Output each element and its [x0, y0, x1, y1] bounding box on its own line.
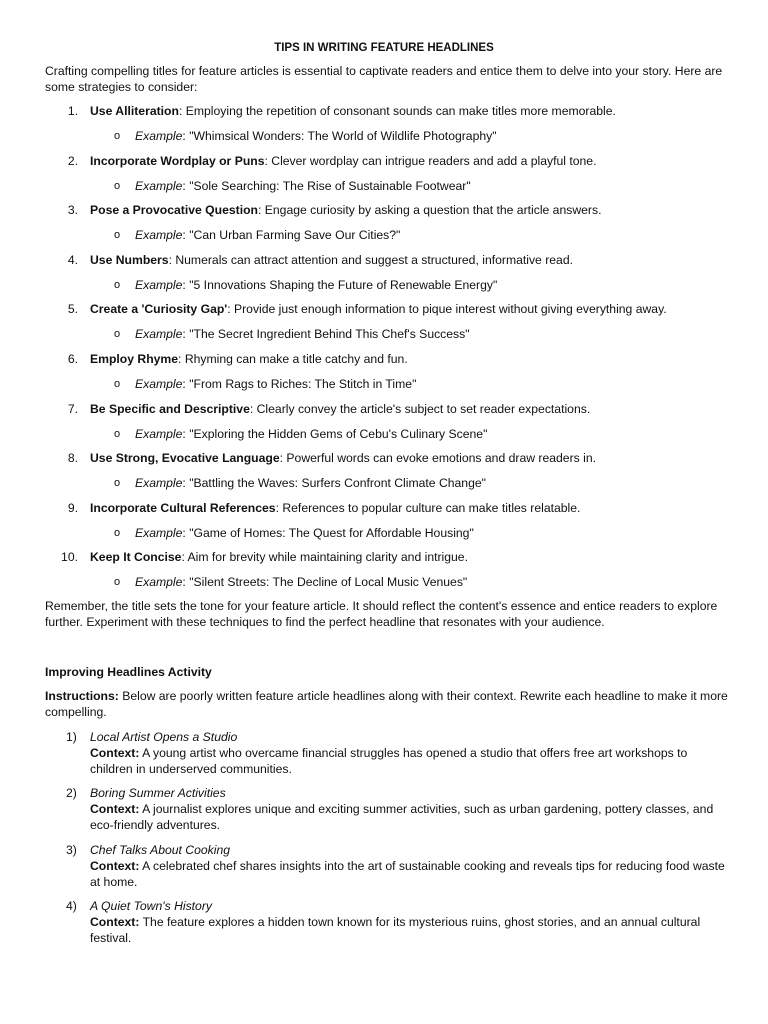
strategy-text	[90, 549, 468, 565]
strategy-description: : Rhyming can make a title catchy and fun.	[178, 351, 408, 366]
page-title: TIPS IN WRITING FEATURE HEADLINES	[274, 42, 494, 54]
example-label: Example	[135, 277, 183, 292]
activity-context	[90, 914, 730, 946]
strategy-description: : Provide just enough information to pique interest without giving everything away.	[227, 302, 667, 317]
strategy-example	[135, 227, 400, 243]
example-text: : "Exploring the Hidden Gems of Cebu's Culinary Scene"	[182, 426, 488, 441]
strategy-item	[0, 450, 768, 500]
strategy-text	[90, 401, 590, 417]
strategy-description: : Clever wordplay can intrigue readers and add a playful tone.	[264, 153, 597, 168]
closing-paragraph: Remember, the title sets the tone for your feature article. It should reflect the content's essence and entice readers to explore further. Experiment with these techniques to find the perfect headline that resonates with your audience.	[45, 599, 718, 629]
example-text: : "The Secret Ingredient Behind This Chef's Success"	[182, 327, 470, 342]
context-text: A young artist who overcame financial struggles has opened a studio that offers free art workshops to children in underserved communities.	[90, 746, 688, 776]
strategy-example	[135, 426, 487, 442]
strategy-item	[0, 500, 768, 550]
bullet-marker: o	[114, 328, 121, 341]
strategy-description: : Engage curiosity by asking a question that the article answers.	[257, 203, 602, 218]
bullet-marker: o	[114, 526, 121, 539]
example-label: Example	[135, 575, 183, 590]
activity-number: 4)	[66, 898, 77, 913]
strategy-text	[90, 202, 601, 218]
example-text: : "Battling the Waves: Surfers Confront Climate Change"	[182, 476, 486, 491]
activity-headline: Chef Talks About Cooking	[90, 842, 231, 857]
strategy-number: 7.	[67, 401, 78, 416]
strategy-name: Pose a Provocative Question	[90, 203, 258, 218]
context-label: Context:	[90, 746, 140, 760]
strategy-text	[90, 153, 596, 169]
context-text: A celebrated chef shares insights into the art of sustainable cooking and reveals tips for reducing food waste at home.	[90, 858, 725, 889]
strategy-number: 6.	[67, 351, 78, 366]
strategy-item	[0, 351, 768, 401]
bullet-marker: o	[114, 179, 121, 192]
strategy-number: 5.	[67, 302, 78, 317]
activity-item	[0, 898, 768, 954]
activity-title: Improving Headlines Activity	[45, 665, 212, 679]
strategy-number: 3.	[67, 203, 78, 218]
strategy-text	[90, 252, 573, 268]
strategy-description: : Employing the repetition of consonant sounds can make titles more memorable.	[178, 104, 616, 118]
strategy-item	[0, 549, 768, 599]
activity-headline: Local Artist Opens a Studio	[90, 730, 238, 744]
activity-number: 2)	[66, 786, 77, 801]
strategy-item	[0, 103, 768, 153]
context-text: A journalist explores unique and exciting summer activities, such as urban gardening, pottery classes, and eco-friendly adventures.	[90, 802, 714, 833]
example-label: Example	[135, 525, 183, 540]
bullet-marker: o	[114, 130, 121, 142]
strategy-description: : Powerful words can evoke emotions and draw readers in.	[279, 451, 596, 466]
strategy-example	[135, 525, 474, 541]
bullet-marker: o	[114, 377, 121, 390]
strategy-name: Incorporate Cultural References	[90, 500, 276, 515]
strategy-text	[90, 351, 408, 367]
strategy-description: : Aim for brevity while maintaining clarity and intrigue.	[181, 550, 468, 565]
bullet-marker: o	[114, 427, 121, 440]
example-text: : "Game of Homes: The Quest for Affordable Housing"	[182, 525, 474, 540]
example-text: : "5 Innovations Shaping the Future of Renewable Energy"	[182, 277, 498, 292]
activity-item	[0, 842, 768, 898]
strategy-text	[90, 301, 667, 317]
strategy-name: Use Alliteration	[90, 104, 179, 118]
strategy-number: 8.	[67, 451, 78, 466]
context-label: Context:	[90, 802, 140, 817]
strategy-name: Employ Rhyme	[90, 351, 179, 366]
strategy-list	[0, 103, 768, 599]
strategy-name: Keep It Concise	[90, 550, 182, 565]
strategy-number: 9.	[67, 500, 78, 515]
strategy-text	[90, 500, 580, 516]
strategy-name: Use Numbers	[90, 252, 169, 267]
activity-headline: Boring Summer Activities	[90, 786, 226, 801]
example-text: : "Silent Streets: The Decline of Local Music Venues"	[182, 575, 468, 590]
activity-headline: A Quiet Town's History	[90, 898, 212, 913]
strategy-name: Incorporate Wordplay or Puns	[90, 153, 265, 168]
strategy-text	[90, 103, 616, 119]
activity-item	[0, 785, 768, 841]
activity-instructions	[45, 688, 735, 720]
strategy-example	[135, 178, 471, 194]
strategy-item	[0, 153, 768, 203]
example-text: : "Sole Searching: The Rise of Sustainable Footwear"	[182, 178, 471, 193]
activity-context	[90, 858, 730, 890]
strategy-name: Create a 'Curiosity Gap'	[90, 302, 228, 317]
example-text: : "Whimsical Wonders: The World of Wildlife Photography"	[182, 129, 497, 143]
strategy-name: Use Strong, Evocative Language	[90, 451, 280, 466]
example-label: Example	[135, 129, 183, 143]
example-text: : "From Rags to Riches: The Stitch in Time"	[182, 376, 417, 391]
activity-item	[0, 729, 768, 785]
activity-list	[0, 729, 768, 954]
activity-number: 3)	[66, 842, 77, 857]
instructions-label: Instructions:	[45, 689, 119, 703]
example-label: Example	[135, 228, 183, 243]
activity-context	[90, 745, 730, 777]
example-label: Example	[135, 426, 183, 441]
activity-number: 1)	[66, 730, 77, 744]
strategy-text	[90, 450, 596, 466]
strategy-description: : References to popular culture can make titles relatable.	[275, 500, 581, 515]
strategy-example	[135, 376, 416, 392]
example-label: Example	[135, 376, 183, 391]
activity-context	[90, 801, 730, 833]
intro-paragraph: Crafting compelling titles for feature articles is essential to captivate readers and entice them to delve into your story. Here are some strategies to consider:	[45, 64, 723, 94]
strategy-number: 4.	[67, 252, 78, 267]
strategy-number: 2.	[67, 153, 78, 168]
strategy-name: Be Specific and Descriptive	[90, 401, 250, 416]
bullet-marker: o	[114, 229, 121, 242]
strategy-example	[135, 326, 470, 342]
example-label: Example	[135, 327, 183, 342]
strategy-example	[135, 277, 497, 293]
context-text: The feature explores a hidden town known for its mysterious ruins, ghost stories, and an annual cultural festival.	[90, 914, 701, 945]
strategy-number: 1.	[67, 104, 78, 118]
strategy-item	[0, 202, 768, 252]
strategy-example	[135, 128, 497, 144]
context-label: Context:	[90, 914, 140, 929]
strategy-item	[0, 401, 768, 451]
strategy-description: : Clearly convey the article's subject to set reader expectations.	[249, 401, 591, 416]
strategy-example	[135, 574, 467, 590]
bullet-marker: o	[114, 278, 121, 291]
example-text: : "Can Urban Farming Save Our Cities?"	[182, 228, 401, 243]
strategy-example	[135, 475, 486, 491]
strategy-number: 10.	[61, 550, 78, 565]
strategy-item	[0, 252, 768, 302]
context-label: Context:	[90, 858, 140, 873]
strategy-item	[0, 301, 768, 351]
example-label: Example	[135, 476, 183, 491]
example-label: Example	[135, 178, 183, 193]
strategy-description: : Numerals can attract attention and suggest a structured, informative read.	[168, 252, 574, 267]
bullet-marker: o	[114, 477, 121, 490]
instructions-text: Below are poorly written feature article headlines along with their context. Rewrite each headline to make it more compelling.	[45, 689, 728, 719]
bullet-marker: o	[114, 576, 121, 589]
